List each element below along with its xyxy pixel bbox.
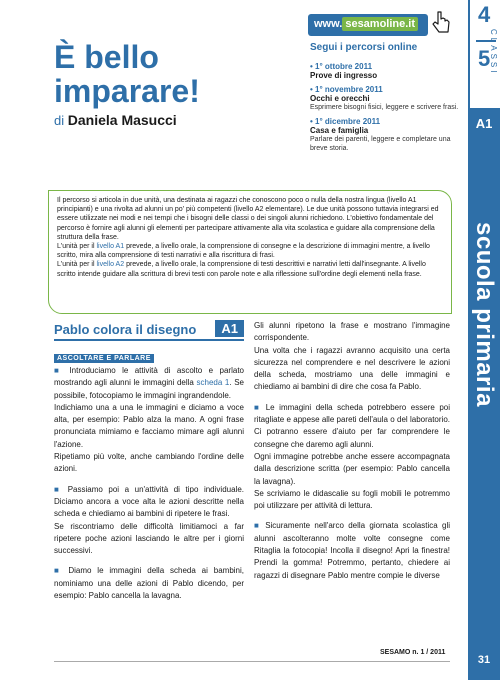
paragraph bbox=[54, 484, 244, 558]
paragraph bbox=[54, 565, 244, 602]
byline bbox=[54, 112, 177, 128]
section-level-badge: A1 bbox=[215, 320, 244, 337]
square-bullet-icon: ■ bbox=[254, 521, 266, 531]
school-level-title: scuola primaria bbox=[471, 222, 498, 407]
paragraph bbox=[254, 402, 450, 513]
schedule-date: • 1° novembre 2011 bbox=[310, 85, 460, 94]
square-bullet-icon: ■ bbox=[54, 366, 70, 375]
author-name: Daniela Masucci bbox=[67, 112, 177, 128]
section-subhead: ASCOLTARE E PARLARE bbox=[54, 354, 154, 363]
schedule-item[interactable] bbox=[310, 117, 460, 153]
intro-text: prevede, a livello orale, la comprensione di testi descrittivi e narrativi letti dall'insegnante. A livello scritto intende guidare alla scrittura di brevi testi con parole note e alla riflessione sull'ordine degli elementi nella frase. bbox=[57, 261, 426, 278]
left-body bbox=[54, 365, 244, 602]
byline-prefix: di bbox=[54, 113, 65, 128]
schedule-desc: Parlare dei parenti, leggere e completare una breve storia. bbox=[310, 136, 451, 152]
schedule-title: Occhi e orecchi bbox=[310, 94, 370, 103]
paragraph-text: Una volta che i ragazzi avranno acquisito una certa sicurezza nel comprendere e nel descrivere le azioni della scheda, mostriamo una delle immagini e chiediamo ai bambini di dire che cosa fa Pablo. bbox=[254, 345, 450, 392]
online-label: Segui i percorsi online bbox=[310, 42, 418, 53]
intro-text: prevede, a livello orale, la comprensione di consegne e la descrizione di immagini mentre, a livello scritto, mira alla comprensione di testi narrativi e alla riscrittura di frasi. bbox=[57, 243, 430, 260]
left-column bbox=[54, 320, 244, 610]
paragraph-text: Diamo le immagini della scheda ai bambini, nominiamo una delle azioni di Pablo dicendo, per esempio: Pablo cancella la lavagna. bbox=[54, 566, 244, 601]
schedule-date: • 1° dicembre 2011 bbox=[310, 117, 460, 126]
paragraph bbox=[54, 365, 244, 476]
section-title: Pablo colora il disegno bbox=[54, 322, 197, 337]
level-tag: A1 bbox=[475, 116, 493, 131]
classi-label: CLASSI bbox=[489, 28, 498, 76]
right-body bbox=[254, 320, 450, 582]
paragraph-text: Se riscontriamo delle difficoltà limitiamoci a far ripetere poche azioni lasciando le altre per i giorni successivi. bbox=[54, 521, 244, 556]
page-title: È bello imparare! bbox=[54, 39, 200, 109]
paragraph-text: Indichiamo una a una le immagini e diciamo a voce alta, per esempio: Pablo alza la mano. A ogni frase pronunciata mimiamo e facciamo mimare agli alunni l'azione. bbox=[54, 402, 244, 449]
schedule-title: Prove di ingresso bbox=[310, 71, 378, 80]
footer-issue: SESAMO n. 1 / 2011 bbox=[380, 649, 446, 656]
paragraph-text: Passiamo poi a un'attività di tipo individuale. Diciamo ancora a voce alta le azioni descritte nella scheda e chiediamo ai bambini di ripetere le frasi. bbox=[54, 484, 244, 519]
online-schedule bbox=[310, 62, 460, 158]
square-bullet-icon: ■ bbox=[54, 566, 69, 576]
right-column bbox=[254, 320, 450, 590]
paragraph-text: Introduciamo le attività di ascolto e parlato mostrando agli alunni le immagini della bbox=[54, 366, 244, 388]
website-banner[interactable] bbox=[308, 14, 428, 36]
paragraph bbox=[254, 520, 450, 581]
page-number: 31 bbox=[477, 654, 491, 666]
schedule-date: • 1° ottobre 2011 bbox=[310, 62, 460, 71]
intro-text: L'unità per il bbox=[57, 243, 97, 251]
paragraph-text: . Se possibile, fotocopiamo le immagini ingrandendole. bbox=[54, 378, 245, 400]
footer-rule bbox=[54, 661, 450, 662]
square-bullet-icon: ■ bbox=[254, 402, 266, 412]
schedule-desc: Esprimere bisogni fisici, leggere e scrivere frasi. bbox=[310, 104, 459, 111]
paragraph-text: Gli alunni ripetono la frase e mostrano l'immagine corrispondente. bbox=[254, 321, 450, 343]
intro-paragraph-a1 bbox=[57, 242, 443, 260]
square-bullet-icon: ■ bbox=[54, 484, 68, 494]
level-a2-link[interactable]: livello A2 bbox=[96, 261, 125, 269]
paragraph-text: Ogni immagine potrebbe anche essere accompagnata dalla descrizione scritta (per esempio: Pablo cancella la lavagna). bbox=[254, 451, 450, 486]
grade-five: 5 bbox=[478, 46, 491, 71]
hand-pointer-icon bbox=[430, 10, 452, 36]
level-a1-link[interactable]: livello A1 bbox=[96, 243, 125, 251]
website-www: www. bbox=[314, 18, 343, 30]
section-header bbox=[54, 320, 244, 341]
paragraph-text: Se scriviamo le didascalie su fogli mobili le potremmo poi utilizzare per attività di lettura. bbox=[254, 488, 450, 511]
paragraph-text: Sicuramente nell'arco della giornata scolastica gli alunni ascolteranno molte volte consegne come Ritaglia la fotocopia! Incolla il disegno! Apri la finestra! Prendi la gomma! Potremmo, pertanto, chiedere ai ragazzi di disegnare Pablo mentre compie le diverse bbox=[254, 521, 450, 580]
paragraph-text: Le immagini della scheda potrebbero essere poi ritagliate e appese alle pareti dell'aula o del laboratorio. Ci potranno essere d'aiuto per far comprendere le consegne che daremo agli alunni. bbox=[254, 402, 450, 449]
intro-paragraph: Il percorso si articola in due unità, una destinata ai ragazzi che conoscono poco o nulla della nostra lingua (livello A1 principianti) e una rivolta ad alunni un po' più competenti (livello A2 elementare). Le due unità possono tuttavia integrarsi ed essere utilizzate nei modi e nei tempi che i bisogni delle classi o dei singoli alunni richiedono. L'obiettivo fondamentale del percorso è fornire agli alunni gli elementi per partecipare attivamente alla vita scolastica e guidare alla comprensione della struttura della frase. bbox=[57, 197, 439, 241]
schedule-item[interactable] bbox=[310, 85, 460, 112]
intro-text: L'unità per il bbox=[57, 261, 97, 269]
right-sidebar bbox=[468, 0, 500, 680]
grade-four: 4 bbox=[478, 2, 491, 27]
scheda-link[interactable]: scheda 1 bbox=[196, 378, 230, 388]
intro-paragraph-a2 bbox=[57, 260, 443, 278]
intro-box bbox=[48, 190, 452, 314]
paragraph bbox=[254, 320, 450, 394]
schedule-title: Casa e famiglia bbox=[310, 126, 369, 135]
schedule-item[interactable] bbox=[310, 62, 460, 80]
classi-box bbox=[468, 0, 500, 108]
website-domain: sesamoline.it bbox=[342, 17, 418, 31]
paragraph-text: Ripetiamo più volte, anche cambiando l'ordine delle azioni. bbox=[54, 452, 244, 474]
